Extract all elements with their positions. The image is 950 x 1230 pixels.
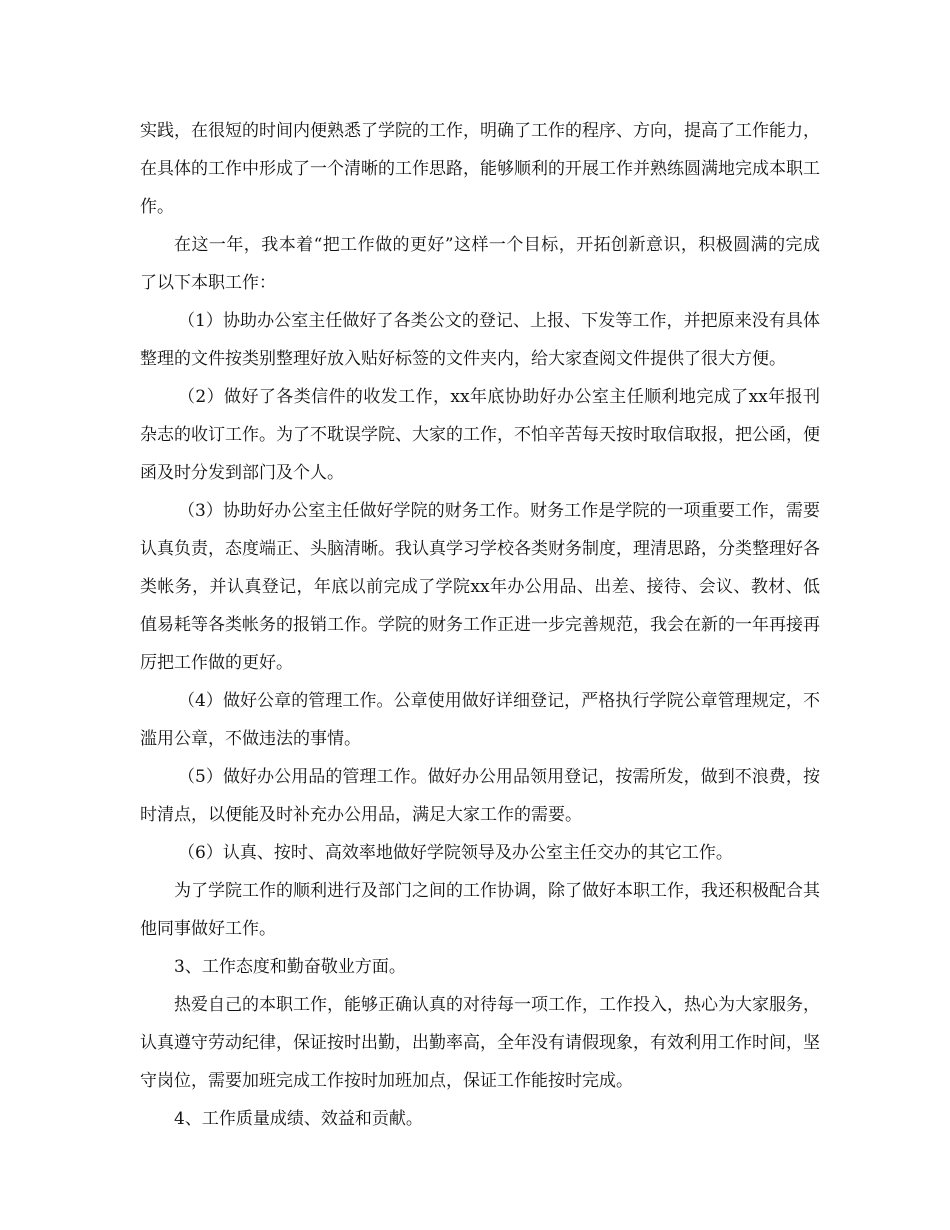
list-item-4: （4）做好公章的管理工作。公章使用做好详细登记，严格执行学院公章管理规定，不滥用公章，不做违法的事情。 xyxy=(140,691,820,749)
paragraph-cooperation: 为了学院工作的顺利进行及部门之间的工作协调，除了做好本职工作，我还积极配合其他同事做好工作。 xyxy=(140,881,820,939)
list-item-5: （5）做好办公用品的管理工作。做好办公用品领用登记，按需所发，做到不浪费，按时清点，以便能及时补充办公用品，满足大家工作的需要。 xyxy=(140,767,820,825)
paragraph-intro-continuation: 实践，在很短的时间内便熟悉了学院的工作，明确了工作的程序、方向，提高了工作能力，在具体的工作中形成了一个清晰的工作思路，能够顺利的开展工作并熟练圆满地完成本职工作。 xyxy=(140,121,820,217)
section-heading-4: 4、工作质量成绩、效益和贡献。 xyxy=(174,1109,423,1129)
section-heading-3: 3、工作态度和勤奋敬业方面。 xyxy=(174,957,406,977)
list-item-6: （6）认真、按时、高效率地做好学院领导及办公室主任交办的其它工作。 xyxy=(178,843,733,863)
paragraph-work-attitude: 热爱自己的本职工作，能够正确认真的对待每一项工作，工作投入，热心为大家服务，认真遵守劳动纪律，保证按时出勤，出勤率高，全年没有请假现象，有效利用工作时间，坚守岗位，需要加班完成工作按时加班加点，保证工作能按时完成。 xyxy=(140,995,820,1091)
list-item-1: （1）协助办公室主任做好了各类公文的登记、上报、下发等工作，并把原来没有具体整理的文件按类别整理好放入贴好标签的文件夹内，给大家查阅文件提供了很大方便。 xyxy=(140,311,820,369)
list-item-3: （3）协助好办公室主任做好学院的财务工作。财务工作是学院的一项重要工作，需要认真负责，态度端正、头脑清晰。我认真学习学校各类财务制度，理清思路，分类整理好各类帐务，并认真登记，年底以前完成了学院xx年办公用品、出差、接待、会议、教材、低值易耗等各类帐务的报销工作。学院的财务工作正进一步完善规范，我会在新的一年再接再厉把工作做的更好。 xyxy=(140,501,820,673)
list-item-2: （2）做好了各类信件的收发工作，xx年底协助好办公室主任顺利地完成了xx年报刊杂志的收订工作。为了不耽误学院、大家的工作，不怕辛苦每天按时取信取报，把公函，便函及时分发到部门及个人。 xyxy=(140,387,820,483)
paragraph-yearly-goal: 在这一年，我本着“把工作做的更好”这样一个目标，开拓创新意识，积极圆满的完成了以下本职工作： xyxy=(140,235,820,293)
